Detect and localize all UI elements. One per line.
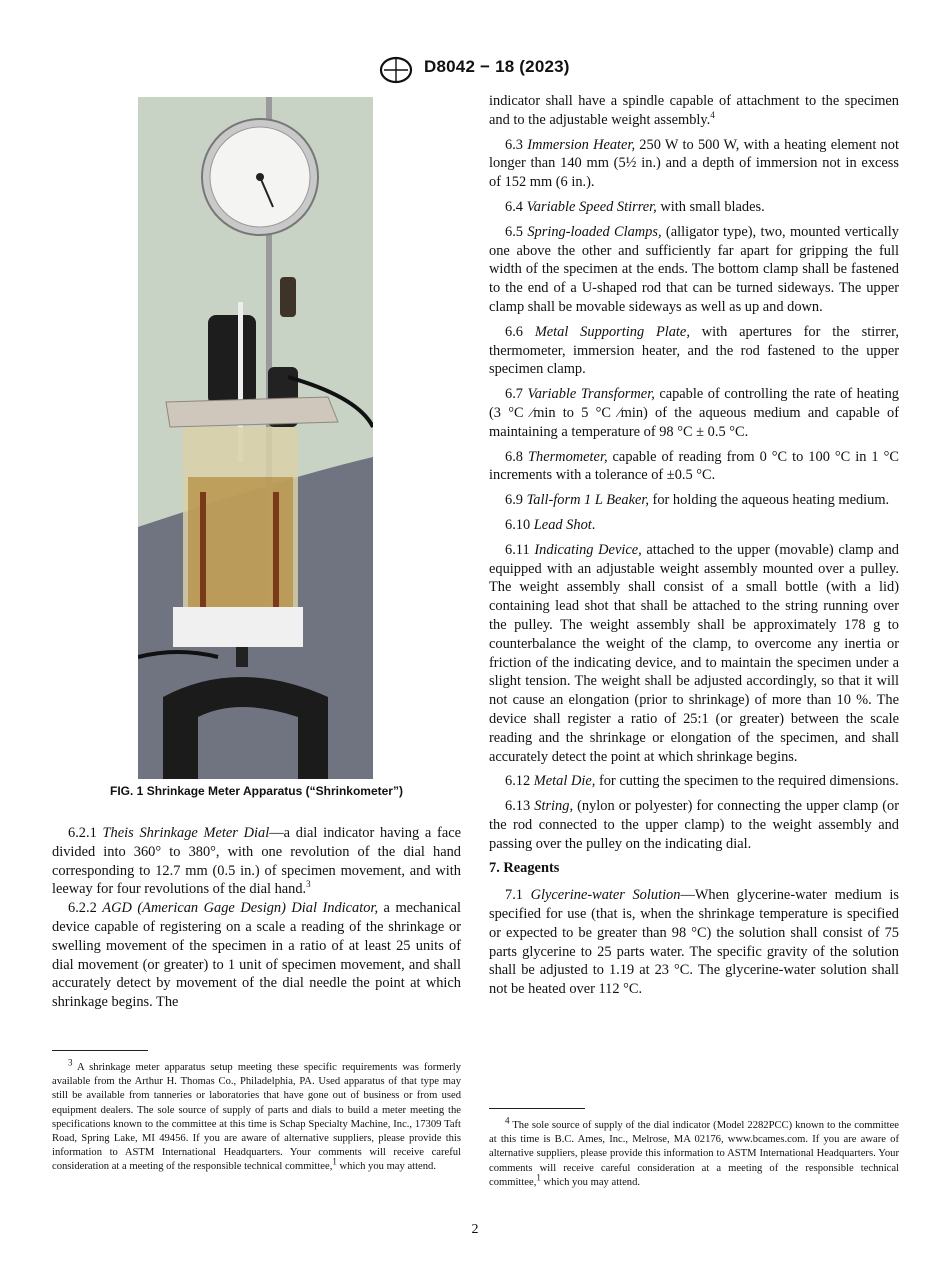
paragraph-6-2-2: 6.2.2 AGD (American Gage Design) Dial Indicator, a mechanical device capable of registering on a scale a reading of the shrinkage or swelling movement of the specimen in a ratio of at least 25 units of dial movement (or greater) to 1 unit of specimen movement, and shall accurately detect by movement of the dial needle the point at which shrinkage begins. The [52, 900, 461, 1011]
paragraph-6-7: 6.7 Variable Transformer, capable of controlling the rate of heating (3 °C ⁄min to 5 °C ⁄min) of the aqueous medium and capable of maintaining a temperature of 98 °C ± 0.5 °C. [489, 386, 899, 440]
paragraph-7-1: 7.1 Glycerine-water Solution—When glycerine-water medium is specified for use (that is, when the shrinkage temperature is specified or expected to be greater than 98 °C) the solution shall consist of 75 parts glycerine to 25 parts water. The specific gravity of the solution shall be adjusted to 1.19 at 23 °C. The glycerine-water solution shall not be heated over 112 °C. [489, 887, 899, 998]
paragraph-6-6: 6.6 Metal Supporting Plate, with apertures for the stirrer, thermometer, immersion heater, and the rod fastened to the upper specimen clamp. [489, 323, 899, 378]
document-designation: D8042 − 18 (2023) [424, 57, 570, 76]
footnote-divider [52, 1050, 148, 1051]
paragraph-6-2-1: 6.2.1 Theis Shrinkage Meter Dial—a dial indicator having a face divided into 360° to 380°, with one revolution of the dial hand corresponding to 12.7 mm (0.5 in.) of specimen movement, and with leeway for four revolutions of the dial hand.$^3$ [52, 825, 461, 898]
right-column [489, 92, 899, 1005]
page-header [0, 56, 950, 86]
paragraph-6-10: 6.10 Lead Shot. [505, 516, 596, 533]
footnote-divider [489, 1108, 585, 1109]
section-heading-reagents: 7. Reagents [489, 860, 560, 877]
paragraph-6-4: 6.4 Variable Speed Stirrer, with small blades. [505, 198, 765, 215]
paragraph-6-5: 6.5 Spring-loaded Clamps, (alligator type), two, mounted vertically one above the other and sufficiently far apart for gripping the full width of the specimen at the ends. The bottom clamp shall be fastened to the end of a U-shaped rod that can be turned sideways. The upper clamp shall be movable sideways as well as up and down. [489, 223, 899, 315]
shrinkage-meter-photo [138, 97, 373, 779]
footnote-4-text: $^4$ The sole source of supply of the dial indicator (Model 2282PCC) known to the committee at this time is B.C. Ames, Inc., Melrose, MA 02176, www.bcames.com. If you are aware of alternative suppliers, please provide this information to ASTM International Headquarters. Your comments will receive careful consideration at a meeting of the responsible technical committee,$^1$ which you may attend. [489, 1115, 899, 1188]
paragraph-6-13: 6.13 String, (nylon or polyester) for connecting the upper clamp (or the rod connected to the upper clamp) to the weight assembly and passing over the pulley on the indicating dial. [489, 798, 899, 852]
paragraph-continuation: indicator shall have a spindle capable of attachment to the specimen and to the adjustable weight assembly.$^4$ [489, 93, 899, 128]
paragraph-6-11: 6.11 Indicating Device, attached to the upper (movable) clamp and equipped with an adjustable weight assembly mounted over a pulley. The weight assembly shall consist of a small bottle (with a lid) containing lead shot that shall be attached to the string running over the pulley. The weight assembly shall be approximately 178 g to counterbalance the weight of the clamp, to overcome any inertia or friction of the indicating device, and to maintain the specimen under a slight tension. The weight shall be adjusted accordingly, so that it will not cause an elongation (prior to shrinkage) of more than 10 %. The device shall register a ratio of 25:1 (or greater) between the scale reading and the shrinkage or elongation of the specimen, and shall accurately detect the point at which shrinkage begins. [489, 541, 899, 765]
footnote-3-text: $^3$ A shrinkage meter apparatus setup meeting these specific requirements was formerly available from the Arthur H. Thomas Co., Philadelphia, PA. Used apparatus of that type may still be available from tanneries or laboratories that have gone out of business or from used equipment dealers. The sole source of supply of parts and dials to build a meter meeting the specifications known to the committee at this time is Schap Specialty Machine, Inc., 17309 Taft Road, Spring Lake, MI 49456. If you are aware of alternative suppliers, please provide this information to ASTM International Headquarters. Your comments will receive careful consideration at a meeting of the responsible technical committee,$^1$ which you may attend. [52, 1057, 461, 1173]
footnote-4 [489, 1108, 899, 1190]
paragraph-6-8: 6.8 Thermometer, capable of reading from 0 °C to 100 °C in 1 °C increments with a tolerance of ±0.5 °C. [489, 448, 899, 484]
left-column-text [52, 824, 461, 1012]
paragraph-6-12: 6.12 Metal Die, for cutting the specimen to the required dimensions. [505, 773, 899, 790]
figure-caption: FIG. 1 Shrinkage Meter Apparatus (“Shrinkometer”) [110, 784, 403, 798]
astm-logo [379, 56, 413, 84]
footnote-3 [52, 1050, 461, 1175]
page-number: 2 [471, 1222, 479, 1237]
paragraph-6-3: 6.3 Immersion Heater, 250 W to 500 W, with a heating element not longer than 140 mm (5½ in.) and a depth of immersion not in excess of 152 mm (6 in.). [489, 136, 899, 191]
paragraph-6-9: 6.9 Tall-form 1 L Beaker, for holding the aqueous heating medium. [505, 492, 890, 509]
